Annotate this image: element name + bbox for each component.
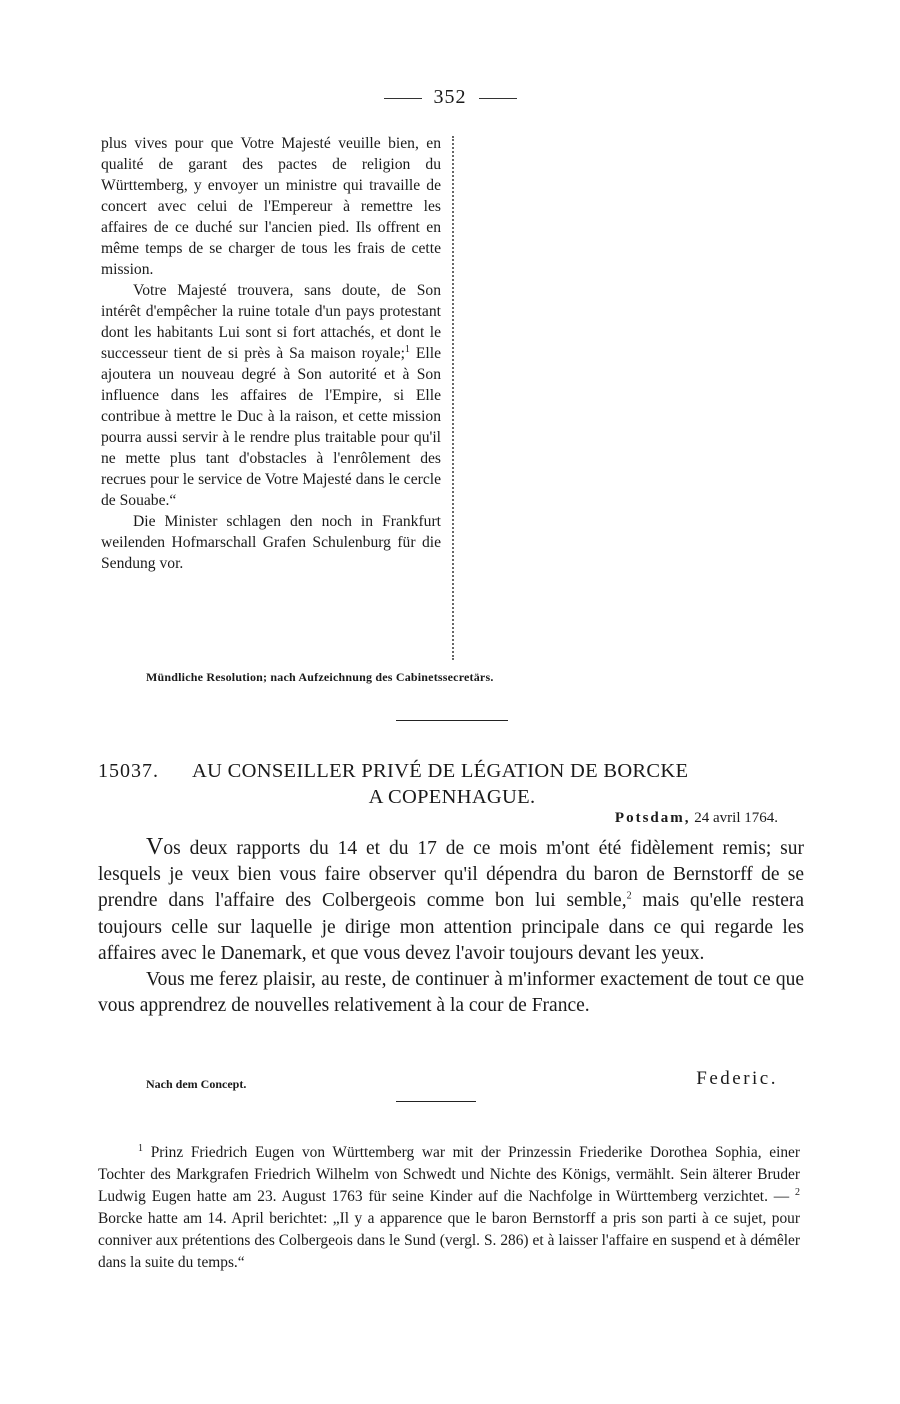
footnote-ref-1: 1 [404,343,410,355]
footnote-mark-2: 2 [794,1186,800,1198]
letter-heading-line-1: AU CONSEILLER PRIVÉ DE LÉGATION DE BORCKE [192,760,689,782]
letter-heading-line-2: A COPENHAGUE. [368,786,536,808]
footnote-ref-2: 2 [626,890,632,902]
page-header [0,86,900,109]
letter-body [98,834,804,1019]
letter-place: Potsdam, [614,810,691,826]
place-and-date [615,810,778,827]
footnote-text-2: Borcke hatte am 14. April berichtet: „Il y a apparence que le baron Bernstorff a pris son parti à ce sujet, pour conniver aux prétentions des Colbergeois dans le Sund (vergl. S. 286) et à laisser l'affaire en suspend et à démêler dans la suite du temps.“ [98,1210,800,1271]
letter-paragraph-1: Vos deux rapports du 14 et du 17 de ce mois m'ont été fidèlement remis; sur lesquels je veux bien vous faire observer qu'il dépendra du baron de Bernstorff de se prendre dans l'affaire des Colbergeois comme bon lui semble,$^2$ mais qu'elle restera toujours celle sur laquelle je dirige mon attention principale dans ce qui regarde les affaires avec le Danemark, et que vous devez l'avoir toujours devant les yeux. [98,834,805,964]
summary-paragraph-2: Votre Majesté trouvera, sans doute, de Son intérêt d'empêcher la ruine totale d'un pays protestant dont les habitants Lui sont si fort attachés, et dont le successeur tient de si près à Sa maison royale;$^1$ Elle ajoutera un nouveau degré à Son autorité et à Son influence dans les affaires de l'Empire, si Elle contribue à mettre le Duc à la raison, et cette mission pourra aussi servir à le rendre plus traitable pour qu'il ne mette plus tant d'obstacles à l'enrôlement des recrues pour le service de Votre Majesté dans le cercle de Souabe.“ [101,282,441,509]
source-note: Nach dem Concept. [146,1077,247,1091]
footnote-text-1: Prinz Friedrich Eugen von Württemberg war mit der Prinzessin Friederike Dorothea Sophia, einer Tochter des Markgrafen Friedrich Wilhelm von Schwedt und Nichte des Königs, vermählt. Sein älterer Bruder Ludwig Eugen hatte am 23. August 1763 für seine Kinder auf die Nachfolge in Württemberg verzichtet. — [98,1144,800,1205]
letter-number: 15037. [98,760,159,782]
header-dash-left [384,98,422,99]
section-separator [396,720,508,721]
header-dash-right [479,98,517,99]
dotted-margin-rule [452,136,454,660]
summary-paragraph-1: plus vives pour que Votre Majesté veuille bien, en qualité de garant des pactes de religion du Württemberg, y envoyer un ministre qui travaille de concert avec celui de l'Empereur à remettre les affaires de ce duché sur l'ancien pied. Ils offrent en même temps de se charger de tous les frais de cette mission. [101,135,441,278]
footnote [98,1142,800,1274]
footnote-separator [396,1101,476,1102]
summary-paragraph-3: Die Minister schlagen den noch in Frankfurt weilenden Hofmarschall Grafen Schulenburg für die Sendung vor. [101,513,441,572]
page-number: 352 [433,86,467,108]
signature: Federic. [696,1068,778,1089]
minister-report-summary [101,133,441,574]
resolution-note: Mündliche Resolution; nach Aufzeichnung des Cabinetssecretärs. [146,670,494,684]
footnotes [98,1142,800,1274]
letter-paragraph-2: Vous me ferez plaisir, au reste, de continuer à m'informer exactement de tout ce que vous apprendrez de nouvelles relativement à la cour de France. [98,969,804,1017]
footnote-mark-1: 1 [138,1142,143,1154]
letter-date: 24 avril 1764. [694,810,778,826]
